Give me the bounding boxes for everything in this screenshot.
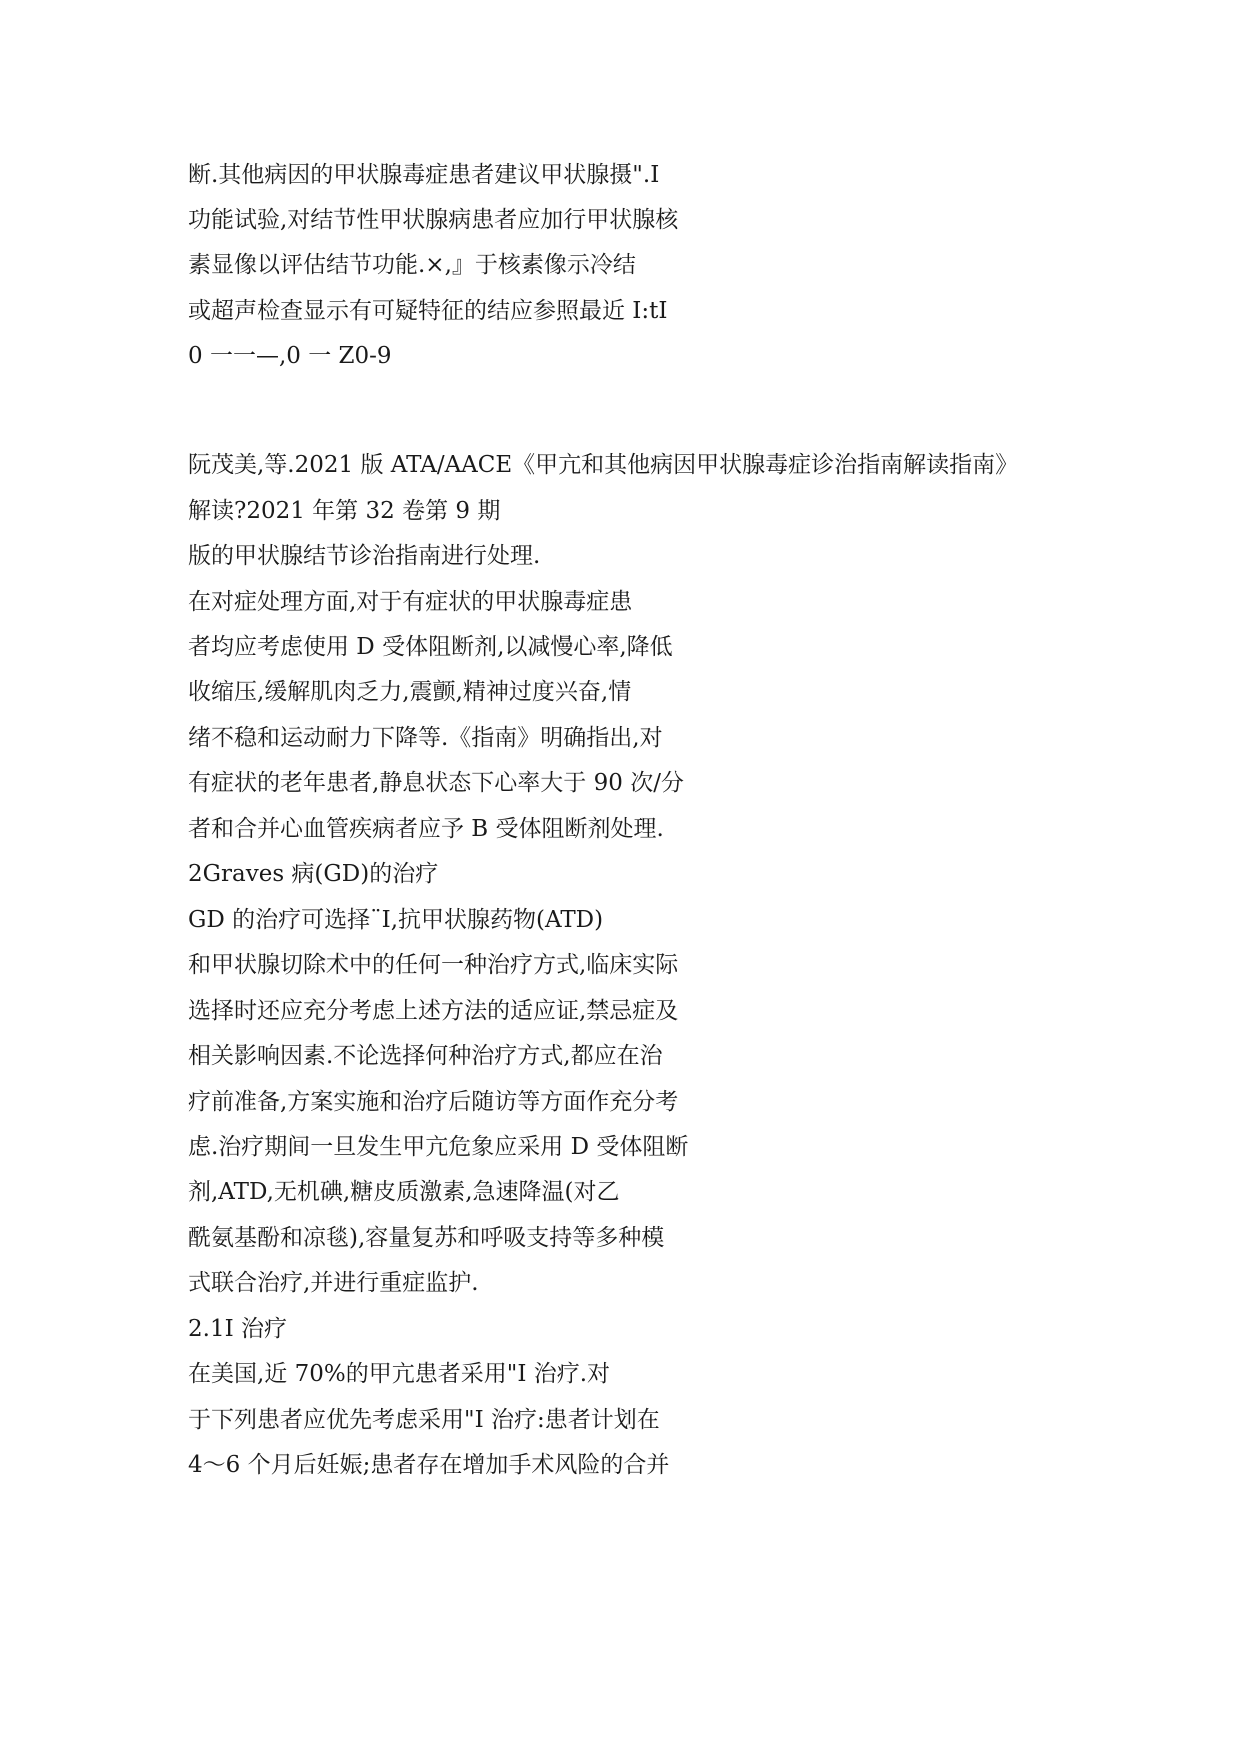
text-line: 功能试验,对结节性甲状腺病患者应加行甲状腺核 [188, 207, 679, 233]
citation-line: 解读?2021 年第 32 卷第 9 期 [188, 498, 501, 524]
text-line: 在美国,近 70%的甲亢患者采用"I 治疗.对 [188, 1361, 611, 1387]
text-line: 剂,ATD,无机碘,糖皮质激素,急速降温(对乙 [188, 1179, 620, 1205]
text-line: GD 的治疗可选择¨I,抗甲状腺药物(ATD) [188, 907, 604, 933]
text-line: 和甲状腺切除术中的任何一种治疗方式,临床实际 [188, 952, 679, 978]
text-line: 收缩压,缓解肌肉乏力,震颤,精神过度兴奋,情 [188, 679, 632, 705]
text-line: 素显像以评估结节功能.×,』于核素像示冷结 [188, 252, 636, 278]
text-line: 式联合治疗,并进行重症监护. [188, 1270, 479, 1296]
citation-line: 阮茂美,等.2021 版 ATA/AACE《甲亢和其他病因甲状腺毒症诊治指南解读指南》 [188, 452, 1019, 478]
text-line: 选择时还应充分考虑上述方法的适应证,禁忌症及 [188, 998, 679, 1024]
text-line: 版的甲状腺结节诊治指南进行处理. [188, 543, 541, 569]
text-line: 4～6 个月后妊娠;患者存在增加手术风险的合并 [188, 1452, 670, 1478]
text-line: 相关影响因素.不论选择何种治疗方式,都应在治 [188, 1043, 663, 1069]
text-line: 绪不稳和运动耐力下降等.《指南》明确指出,对 [188, 725, 663, 751]
text-line: 者和合并心血管疾病者应予 B 受体阻断剂处理. [188, 816, 664, 842]
text-line: 0 一一—,0 一 Z0-9 [188, 343, 392, 369]
text-line: 疗前准备,方案实施和治疗后随访等方面作充分考 [188, 1089, 679, 1115]
text-line: 者均应考虑使用 D 受体阻断剂,以减慢心率,降低 [188, 634, 673, 660]
text-line: 在对症处理方面,对于有症状的甲状腺毒症患 [188, 589, 633, 615]
text-line: 或超声检查显示有可疑特征的结应参照最近 I:tI [188, 298, 668, 324]
text-line: 断.其他病因的甲状腺毒症患者建议甲状腺摄".I [188, 162, 660, 188]
section-heading: 2Graves 病(GD)的治疗 [188, 861, 439, 887]
text-line: 酰氨基酚和凉毯),容量复苏和呼吸支持等多种模 [188, 1225, 665, 1251]
text-line: 有症状的老年患者,静息状态下心率大于 90 次/分 [188, 770, 684, 796]
text-line: 虑.治疗期间一旦发生甲亢危象应采用 D 受体阻断 [188, 1134, 689, 1160]
section-heading: 2.1I 治疗 [188, 1316, 287, 1342]
text-line: 于下列患者应优先考虑采用"I 治疗:患者计划在 [188, 1407, 660, 1433]
